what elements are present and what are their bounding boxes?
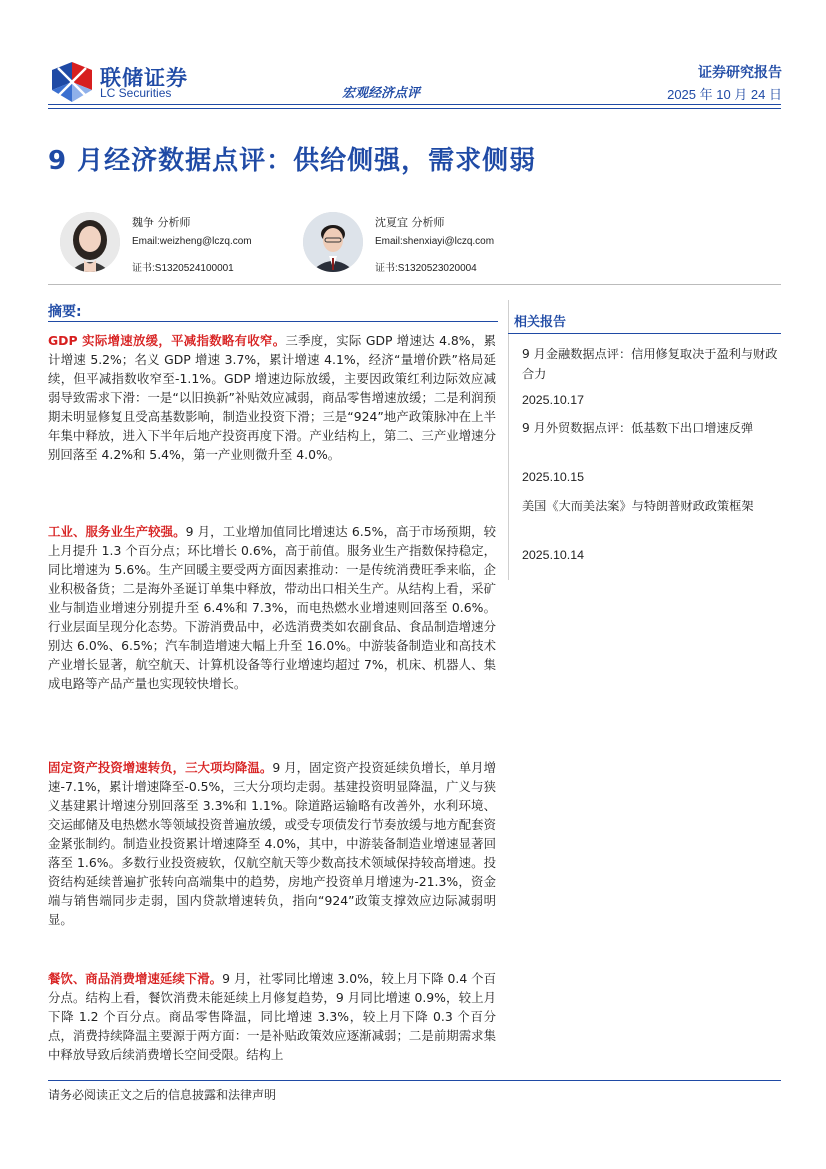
report-date: 2025 年 10 月 24 日 — [667, 87, 782, 102]
related-reports-rule — [508, 333, 781, 334]
paragraph-highlight: 工业、服务业生产较强。 — [48, 524, 186, 539]
lc-logo-icon — [52, 62, 92, 102]
related-reports-heading: 相关报告 — [514, 315, 567, 330]
paragraph-highlight: 固定资产投资增速转负，三大项均降温。 — [48, 760, 273, 775]
paragraph-text: 9 月，社零同比增速 3.0%，较上月下降 0.4 个百分点。结构上看，餐饮消费未能延续上月修复趋势，9 月同比增速 0.9%，较上月下降 1.2 个百分点。商品零售降温，同比增速 3.3%，较上月下降 0.3 个百分点，消费持续降温主要源于两方面：一是补贴政策效应逐渐减弱；二是前期需求集中释放导致后续消费增长空间受限。结构上 — [48, 971, 496, 1062]
paragraph-text: 9 月，工业增加值同比增速达 6.5%，高于市场预期，较上月提升 1.3 个百分点；环比增长 0.6%，高于前值。服务业生产指数保持稳定，同比增速为 5.6%。生产回暖主要受两方面因素推动：一是传统消费旺季来临，企业积极备货；二是海外圣诞订单集中释放，带动出口相关生产。从结构上看，采矿业与制造业增速分别提升至 6.4%和 7.3%，而电热燃水业增速则回落至 0.6%。行业层面呈现分化态势。下游消费品中，必选消费类如农副食品、食品制造增速分别达 6.0%、6.5%；汽车制造增速大幅上升至 16.0%。中游装备制造业和高技术产业增长显著，航空航天、计算机设备等行业增速均超过 7%，机床、机器人、集成电路等产品产量也实现较快增长。 — [48, 524, 496, 691]
analyst-email[interactable]: Email:weizheng@lczq.com — [132, 236, 252, 247]
analyst-name: 魏争 分析师 — [132, 216, 191, 229]
analyst-email[interactable]: Email:shenxiayi@lczq.com — [375, 236, 495, 247]
summary-paragraph-investment — [48, 758, 496, 929]
analyst-cert: 证书:S1320523020004 — [375, 263, 477, 274]
related-report-link[interactable]: 9 月金融数据点评：信用修复取决于盈利与财政合力 — [522, 347, 778, 381]
footer-rule — [48, 1080, 781, 1081]
summary-paragraph-gdp — [48, 331, 496, 464]
header-rule-thin — [48, 108, 781, 109]
related-report-date: 2025.10.15 — [522, 470, 585, 484]
paragraph-highlight: GDP 实际增速放缓，平减指数略有收窄。 — [48, 333, 286, 348]
related-report-date: 2025.10.17 — [522, 393, 585, 407]
analyst-photo-female-icon — [60, 212, 120, 272]
related-report-date: 2025.10.14 — [522, 548, 585, 562]
related-report-link[interactable]: 9 月外贸数据点评：低基数下出口增速反弹 — [522, 421, 754, 435]
report-type: 证券研究报告 — [698, 65, 782, 81]
related-report-link[interactable]: 美国《大而美法案》与特朗普财政政策框架 — [522, 499, 754, 513]
analyst-name: 沈夏宜 分析师 — [375, 216, 445, 229]
paragraph-highlight: 餐饮、商品消费增速延续下滑。 — [48, 971, 223, 986]
analyst-avatar — [303, 212, 363, 272]
paragraph-text: 三季度，实际 GDP 增速达 4.8%，累计增速 5.2%；名义 GDP 增速 3.7%，累计增速 4.1%，经济“量增价跌”格局延续，但平减指数收窄至-1.1%。GDP 增速边际放缓，主要因政策红利边际效应减弱导致需求下滑：一是“以旧换新”补贴效应减弱，商品零售增速放缓；二是利润预期未明显修复且受高基数影响，制造业投资下滑；三是“924”地产政策脉冲在上半年集中释放，进入下半年后地产投资再度下滑。产业结构上，第二、三产业增速分别回落至 4.2%和 5.4%，第一产业则微升至 4.0%。 — [48, 333, 496, 462]
summary-heading: 摘要: — [48, 304, 82, 320]
footer-disclaimer[interactable]: 请务必阅读正文之后的信息披露和法律声明 — [48, 1088, 277, 1102]
page-title: 9 月经济数据点评：供给侧强，需求侧弱 — [48, 146, 537, 176]
paragraph-text: 9 月，固定资产投资延续负增长，单月增速-7.1%，累计增速降至-0.5%，三大分项均走弱。基建投资明显降温，广义与狭义基建累计增速分别回落至 3.3%和 1.1%。除道路运输略有改善外，水利环境、交运邮储及电热燃水等领域投资普遍放缓，或受专项债发行节奏放缓与地方配套资金紧张制约。制造业投资累计增速降至 4.0%，其中，中游装备制造业增速显著回落至 1.6%。多数行业投资疲软，仅航空航天等少数高技术领域保持较高增速。投资结构延续普遍扩张转向高端集中的趋势，房地产投资单月增速为-21.3%，资金端与销售端同步走弱，国内贷款增速转负，指向“924”政策支撑效应边际减弱明显。 — [48, 760, 497, 927]
summary-paragraph-consumption — [48, 969, 496, 1077]
analyst-photo-male-icon — [303, 212, 363, 272]
header-rule — [48, 104, 781, 105]
section-divider — [48, 284, 781, 285]
analyst-avatar — [60, 212, 120, 272]
report-category: 宏观经济点评 — [342, 86, 421, 101]
sidebar-divider — [508, 300, 509, 580]
summary-paragraph-production — [48, 522, 496, 693]
logo-text-cn: 联储证券 — [100, 66, 188, 90]
logo-text-en: LC Securities — [100, 86, 172, 100]
analyst-cert: 证书:S1320524100001 — [132, 263, 234, 274]
summary-underline — [48, 321, 498, 322]
